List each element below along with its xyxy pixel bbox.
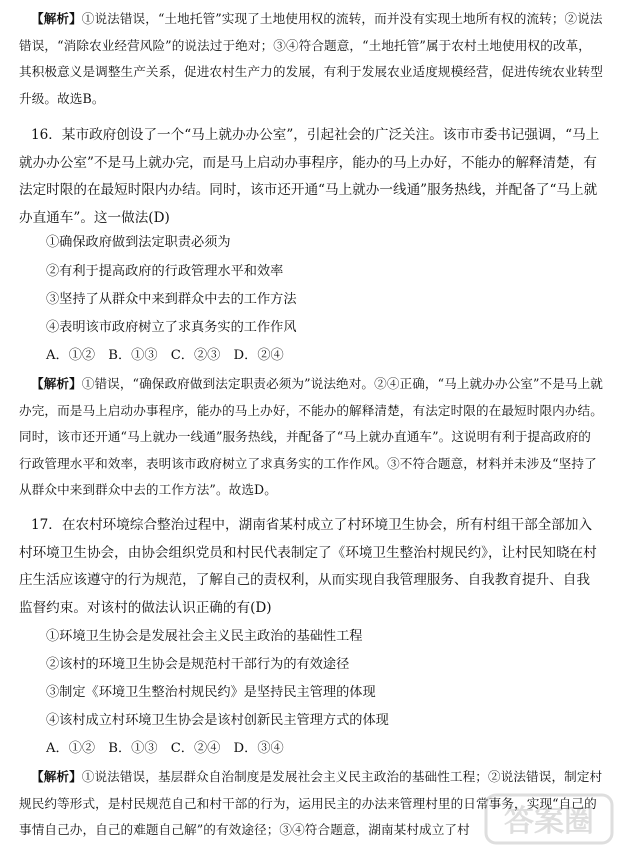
watermark-text: 答案圈 <box>504 804 594 839</box>
solution-text: ①错误，“确保政府做到法定职责必须为”说法绝对。②④正确，“马上就办办公室”不是马上就办完，而是马上启动办事程序，能办的马上办好，不能办的解释清楚，有法定时限的在最短时限内办结。同时，该市还开通“马上就办一线通”服务热线，并配备了“马上就办直通车”。这说明有利于提高政府的行政管理水平和效率，表明该市政府树立了求真务实的工作作风。③不符合题意，材料并未涉及“坚持了从群众中来到群众中去的工作方法”。故选D。 <box>19 376 603 497</box>
solution-tag: 【解析】 <box>31 11 82 26</box>
question-17 <box>19 512 603 622</box>
q17-option-4: ④该村成立村环境卫生协会是该村创新民主管理方式的体现 <box>46 713 389 728</box>
q16-option-2: ②有利于提高政府的行政管理水平和效率 <box>46 264 284 279</box>
q17-choices: A．①② B．①③ C．②④ D．③④ <box>46 741 284 756</box>
q16-option-1: ①确保政府做到法定职责必须为 <box>46 235 231 250</box>
solution-17 <box>19 764 603 844</box>
question-stem: 16．某市政府创设了一个“马上就办办公室”，引起社会的广泛关注。该市市委书记强调，“马上就办办公室”不是马上就办完，而是马上启动办事程序，能办的马上办好，不能办的解释清楚，有法定时限的在最短时限内办结。同时，该市还开通“马上就办一线通”服务热线，并配备了“马上就办直通车”。这一做法(D) <box>19 127 600 226</box>
q16-option-4: ④表明该市政府树立了求真务实的工作作风 <box>46 320 297 335</box>
q17-option-2: ②该村的环境卫生协会是规范村干部行为的有效途径 <box>46 657 350 672</box>
solution-text: ①说法错误，基层群众自治制度是发展社会主义民主政治的基础性工程；②说法错误，制定村规民约等形式，是村民规范自己和村干部的行为，运用民主的办法来管理村里的日常事务，实现“自己的事情自己办，自己的难题自己解”的有效途径；③④符合题意，湖南某村成立了村 <box>19 769 603 837</box>
solution-tag: 【解析】 <box>31 376 82 391</box>
solution-16 <box>19 371 603 504</box>
solution-15 <box>19 6 603 112</box>
solution-text: ①说法错误，“土地托管”实现了土地使用权的流转，而并没有实现土地所有权的流转；②说法错误，“消除农业经营风险”的说法过于绝对；③④符合题意，“土地托管”属于农村土地使用权的改革，其积极意义是调整生产关系，促进农村生产力的发展，有利于发展农业适度规模经营，促进传统农业转型升级。故选B。 <box>19 11 603 106</box>
q17-option-3: ③制定《环境卫生整治村规民约》是坚持民主管理的体现 <box>46 685 376 700</box>
question-16 <box>19 122 603 232</box>
question-stem: 17．在农村环境综合整治过程中，湖南省某村成立了村环境卫生协会，所有村组干部全部加入村环境卫生协会，由协会组织党员和村民代表制定了《环境卫生整治村规民约》，让村民知晓在村庄生活应该遵守的行为规范，了解自己的责权利，从而实现自我管理服务、自我教育提升、自我监督约束。对该村的做法认识正确的有(D) <box>19 517 597 616</box>
q16-option-3: ③坚持了从群众中来到群众中去的工作方法 <box>46 292 297 307</box>
solution-tag: 【解析】 <box>31 769 82 784</box>
q17-option-1: ①环境卫生协会是发展社会主义民主政治的基础性工程 <box>46 629 363 644</box>
q16-choices: A．①② B．①③ C．②③ D．②④ <box>46 348 284 363</box>
